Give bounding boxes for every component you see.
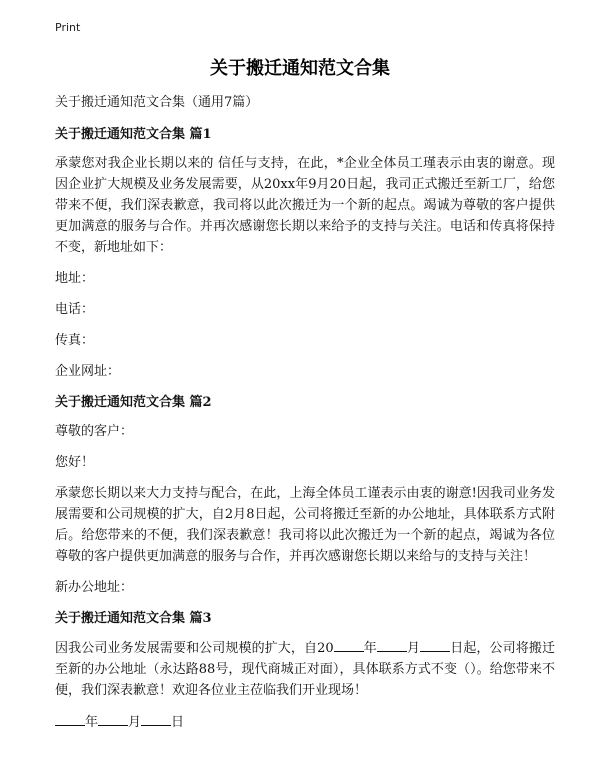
- month-label: 月: [406, 641, 421, 656]
- website-label: 企业网址：: [55, 364, 121, 379]
- document-body: [55, 92, 555, 743]
- year-blank: [334, 637, 364, 652]
- greeting: 您好！: [55, 455, 95, 470]
- address-label: 地址：: [55, 271, 95, 286]
- document-subtitle: 关于搬迁通知范文合集（通用7篇）: [55, 95, 259, 110]
- document-title: 关于搬迁通知范文合集: [210, 58, 390, 79]
- section-2-heading: 关于搬迁通知范文合集 篇2: [55, 395, 212, 410]
- salutation: 尊敬的客户：: [55, 424, 134, 439]
- date-day-label: 日: [171, 715, 185, 730]
- section-3-body: [55, 637, 555, 701]
- month-blank: [377, 637, 407, 652]
- signature-date: [55, 711, 555, 733]
- day-blank: [420, 637, 450, 652]
- section-2-body: 承蒙您长期以来大力支持与配合，在此，上海全体员工谨表示由衷的谢意!因我司业务发展需要和公司规模的扩大，自2月8日起，公司将搬迁至新的办公地址，具体联系方式附后。给您带来的不便，我们深表歉意！我司将以此次搬迁为一个新的起点，竭诚为各位尊敬的客户提供更加满意的服务与合作，并再次感谢您长期以来给与的支持与关注！: [55, 486, 555, 564]
- fax-label: 传真：: [55, 333, 95, 348]
- date-month-label: 月: [128, 715, 142, 730]
- date-year-blank: [55, 711, 85, 726]
- date-day-blank: [141, 711, 171, 726]
- section-1-heading: 关于搬迁通知范文合集 篇1: [55, 127, 212, 142]
- section-1-body: 承蒙您对我企业长期以来的 信任与支持，在此，*企业全体员工瑾表示由衷的谢意。现因企业扩大规模及业务发展需要，从20xx年9月20日起，我司正式搬迁至新工厂，给您带来不便，我们深表歉意，我司将以此次搬迁为一个新的起点。竭诚为尊敬的客户提供更加满意的服务与合作。并再次感谢您长期以来给予的支持与关注。电话和传真将保持不变，新地址如下：: [55, 156, 555, 255]
- year-label: 年: [363, 641, 377, 656]
- section-3-text-start: 因我公司业务发展需要和公司规模的扩大，自20: [55, 641, 334, 656]
- date-year-label: 年: [85, 715, 99, 730]
- section-3-text-end: 日起，公司将搬迁至新的办公地址（永达路88号，现代商城正对面），具体联系方式不变（）。给您带来不便，我们深表歉意！欢迎各位业主莅临我们开业现场！: [55, 641, 555, 698]
- phone-label: 电话：: [55, 302, 95, 317]
- new-address-label: 新办公地址：: [55, 580, 134, 595]
- date-month-blank: [98, 711, 128, 726]
- section-3-heading: 关于搬迁通知范文合集 篇3: [55, 611, 212, 626]
- print-link[interactable]: Print: [55, 21, 81, 34]
